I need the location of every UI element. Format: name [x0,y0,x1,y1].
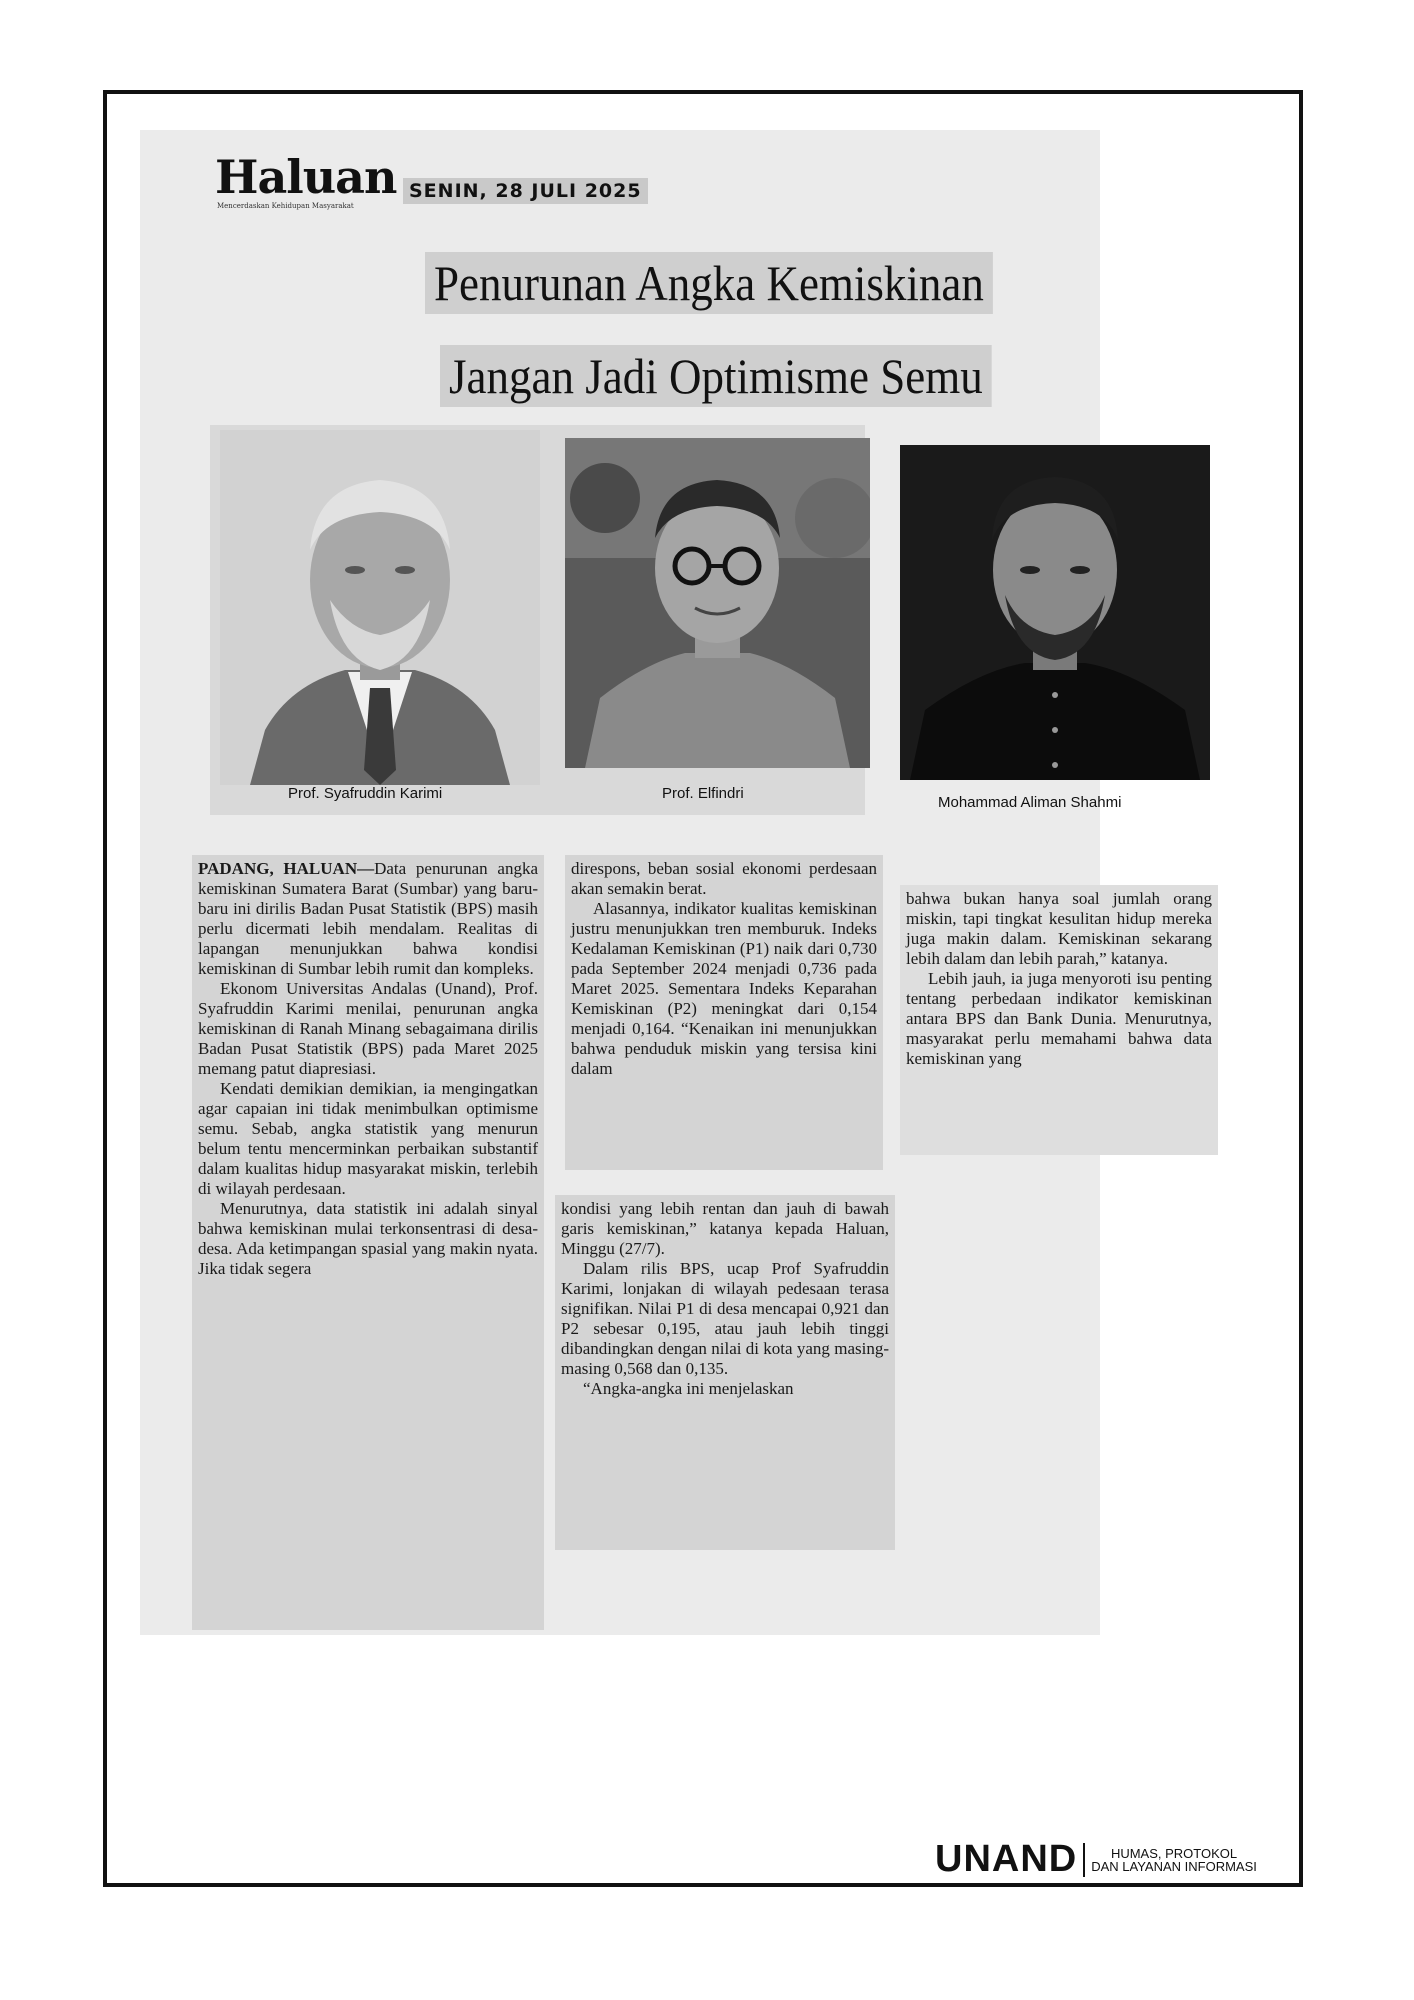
article-paragraph: bahwa bukan hanya soal jumlah orang miskin, tapi tingkat kesulitan hidup mereka juga makin dalam. Kemiskinan sekarang lebih dalam dan lebih parah,” katanya. [906,889,1212,968]
footer-line-1: HUMAS, PROTOKOL [1110,1845,1238,1861]
article-column-1 [192,855,544,1630]
headline-line-1: Penurunan Angka Kemiskinan [425,252,993,314]
publication-date: SENIN, 28 JULI 2025 [403,178,648,204]
footer-line-2: DAN LAYANAN INFORMASI [1091,1858,1257,1874]
footer-divider [1083,1843,1085,1877]
footer-department [1091,1847,1257,1873]
article-paragraph: Dalam rilis BPS, ucap Prof Syafruddin Karimi, lonjakan di wilayah pedesaan terasa signifikan. Nilai P1 di desa mencapai 0,921 dan P2 sebesar 0,195, atau jauh lebih tinggi dibandingkan dengan nilai di kota yang masing-masing 0,568 dan 0,135. [561,1259,889,1378]
photo-caption-1: Prof. Syafruddin Karimi [288,785,443,802]
newspaper-tagline: Mencerdaskan Kehidupan Masyarakat [217,202,354,210]
article-column-2-bottom [555,1195,895,1550]
portrait-photo-2 [565,438,870,768]
article-paragraph: kondisi yang lebih rentan dan jauh di bawah garis kemiskinan,” katanya kepada Haluan, Minggu (27/7). [561,1199,889,1258]
article-paragraph: “Angka-angka ini menjelaskan [583,1379,794,1398]
newspaper-logo: Haluan [215,150,397,204]
headline-line-2: Jangan Jadi Optimisme Semu [440,345,992,407]
article-paragraph: Lebih jauh, ia juga menyoroti isu penting tentang perbedaan indikator kemiskinan antara BPS dan Bank Dunia. Menurutnya, masyarakat perlu memahami bahwa data kemiskinan yang [906,969,1212,1068]
article-paragraph: Kendati demikian demikian, ia mengingatkan agar capaian ini tidak menimbulkan optimisme semu. Sebab, angka statistik yang menurun belum tentu mencerminkan perbaikan substantif dalam kualitas hidup masyarakat miskin, terlebih di wilayah perdesaan. [198,1079,538,1198]
photo-caption-3: Mohammad Aliman Shahmi [938,794,1122,811]
article-column-2-top [565,855,883,1170]
article-dateline: PADANG, HALUAN— [198,859,375,878]
portrait-photo-1 [220,430,540,785]
unand-logo: UNAND [935,1838,1078,1880]
article-paragraph: direspons, beban sosial ekonomi perdesaan akan semakin berat. [571,859,877,898]
article-paragraph: PADANG, HALUAN—Data penurunan angka kemiskinan Sumatera Barat (Sumbar) yang baru-baru ini dirilis Badan Pusat Statistik (BPS) masih perlu dicermati lebih mendalam. Realitas di lapangan menunjukkan bahwa kondisi kemiskinan di Sumbar lebih rumit dan kompleks. [198,859,539,978]
article-paragraph: Menurutnya, data statistik ini adalah sinyal bahwa kemiskinan mulai terkonsentrasi di desa-desa. Ada ketimpangan spasial yang makin nyata. Jika tidak segera [198,1199,538,1278]
photo-caption-2: Prof. Elfindri [662,785,744,802]
portrait-photo-3 [900,445,1210,780]
article-paragraph: Alasannya, indikator kualitas kemiskinan justru menunjukkan tren memburuk. Indeks Kedalaman Kemiskinan (P1) naik dari 0,730 pada September 2024 menjadi 0,736 pada Maret 2025. Sementara Indeks Keparahan Kemiskinan (P2) meningkat dari 0,154 menjadi 0,164. “Kenaikan ini menunjukkan bahwa penduduk miskin yang tersisa kini dalam [571,899,877,1078]
footer-branding [935,1838,1257,1881]
article-paragraph: Ekonom Universitas Andalas (Unand), Prof. Syafruddin Karimi menilai, penurunan angka kemiskinan di Ranah Minang sebagaimana dirilis Badan Pusat Statistik (BPS) pada Maret 2025 memang patut diapresiasi. [198,979,538,1078]
article-column-3 [900,885,1218,1155]
